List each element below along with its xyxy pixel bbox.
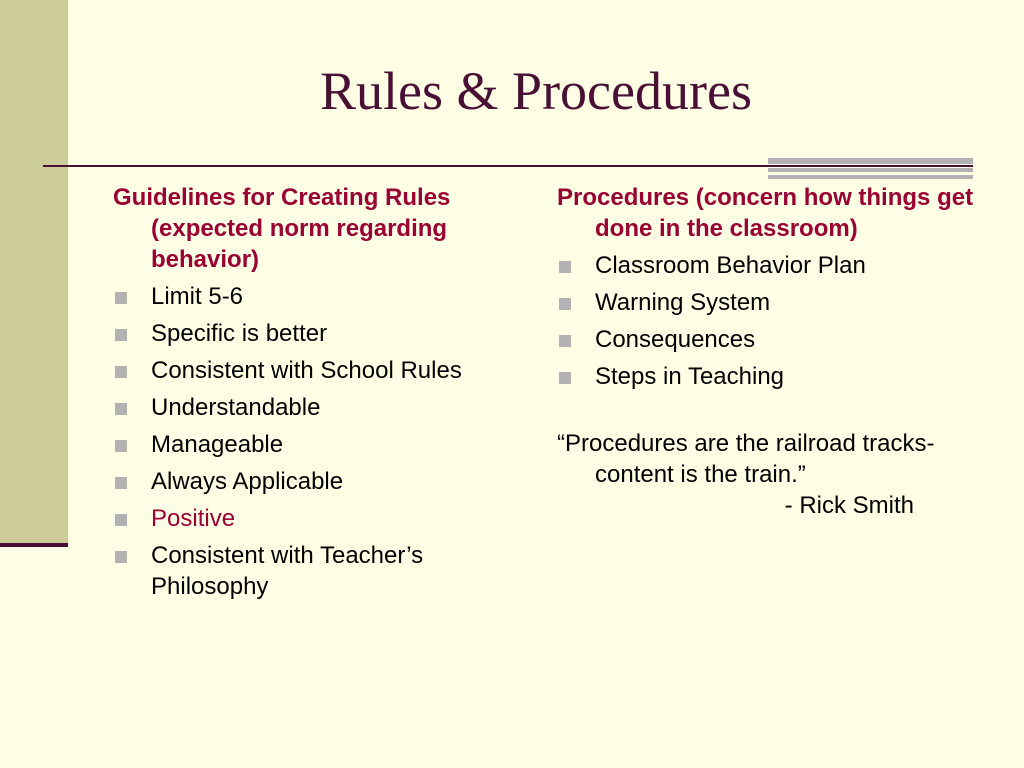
rules-column (113, 182, 523, 608)
left-accent-band (0, 0, 68, 547)
list-item (113, 503, 523, 534)
list-item (557, 287, 977, 318)
list-item (113, 540, 523, 602)
title-divider (43, 165, 973, 167)
list-item-text: Understandable (151, 394, 321, 421)
list-item (113, 466, 523, 497)
decorative-bar (768, 168, 973, 172)
list-item (557, 361, 977, 392)
list-item-text: Consistent with School Rules (151, 357, 462, 384)
list-item (113, 281, 523, 312)
square-bullet-icon (115, 403, 127, 415)
square-bullet-icon (115, 514, 127, 526)
square-bullet-icon (559, 261, 571, 273)
slide-title: Rules & Procedures (320, 61, 752, 121)
procedures-heading: Procedures (concern how things get done in the classroom) (557, 184, 974, 242)
square-bullet-icon (559, 298, 571, 310)
list-item (557, 324, 977, 355)
left-band-divider (0, 543, 68, 547)
list-item-text: Consistent with Teacher’s Philosophy (151, 542, 424, 600)
list-item-text: Steps in Teaching (595, 363, 785, 390)
list-item (113, 318, 523, 349)
rules-list (113, 281, 523, 602)
procedures-list (557, 250, 977, 392)
decorative-bar (768, 175, 973, 179)
square-bullet-icon (115, 329, 127, 341)
square-bullet-icon (115, 366, 127, 378)
square-bullet-icon (115, 551, 127, 563)
list-item (557, 250, 977, 281)
list-item-text: Positive (151, 505, 236, 532)
square-bullet-icon (115, 477, 127, 489)
list-item (113, 429, 523, 460)
decorative-bar (768, 158, 973, 164)
quote-text: “Procedures are the railroad tracks- content is the train.” (557, 430, 935, 488)
list-item-text: Specific is better (151, 320, 328, 347)
square-bullet-icon (559, 372, 571, 384)
procedures-column (557, 182, 977, 521)
list-item (113, 392, 523, 423)
list-item-text: Always Applicable (151, 468, 344, 495)
list-item-text: Classroom Behavior Plan (595, 252, 866, 279)
list-item-text: Warning System (595, 289, 771, 316)
list-item-text: Manageable (151, 431, 284, 458)
list-item-text: Limit 5-6 (151, 283, 244, 310)
square-bullet-icon (115, 440, 127, 452)
square-bullet-icon (559, 335, 571, 347)
rules-heading: Guidelines for Creating Rules (expected norm regarding behavior) (113, 184, 451, 273)
list-item (113, 355, 523, 386)
quote-attribution: - Rick Smith (784, 492, 914, 519)
list-item-text: Consequences (595, 326, 756, 353)
square-bullet-icon (115, 292, 127, 304)
